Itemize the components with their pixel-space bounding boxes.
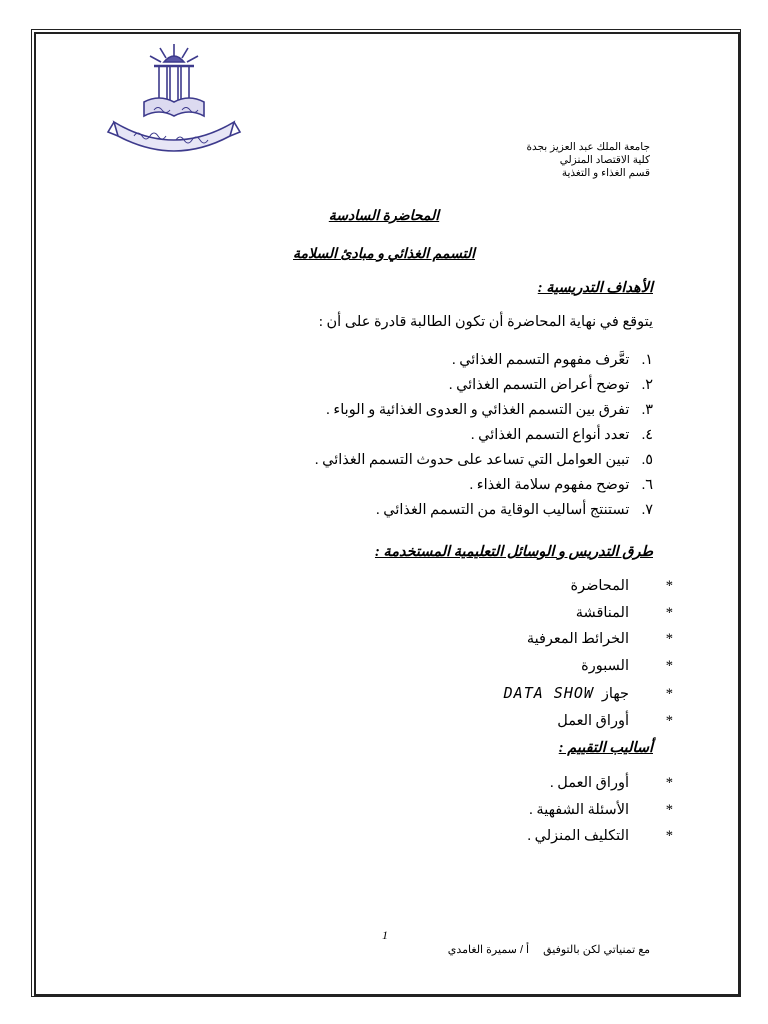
method-label: المحاضرة: [570, 578, 629, 594]
bullet-star: *: [665, 775, 673, 791]
objective-item: [315, 398, 653, 423]
university-header: [526, 141, 650, 180]
objective-item: [315, 448, 653, 473]
method-item: [504, 653, 673, 680]
assessment-label: الأسئلة الشفهية .: [529, 801, 629, 818]
assessment-label: أوراق العمل .: [550, 775, 629, 791]
method-item: [504, 708, 673, 735]
university-logo: [104, 40, 244, 155]
footer-author: أ / سميرة الغامدي: [447, 944, 530, 956]
methods-list: [504, 573, 673, 735]
objective-text: تعَّرف مفهوم التسمم الغذائي .: [451, 352, 630, 368]
assessment-label: التكليف المنزلي .: [527, 828, 629, 844]
method-label: الخرائط المعرفية: [526, 631, 629, 647]
university-name: جامعة الملك عبد العزيز بجدة: [526, 141, 650, 153]
bullet-star: *: [665, 801, 673, 818]
method-item: [504, 573, 673, 600]
lecture-subtitle: التسمم الغذائي و مبادئ السلامة: [293, 247, 475, 262]
bullet-star: *: [665, 713, 673, 729]
page-number: 1: [382, 928, 388, 942]
assessment-item: [527, 797, 673, 824]
objective-number: ٦.: [641, 477, 653, 493]
objective-item: [315, 348, 653, 373]
objective-number: ٥.: [641, 452, 653, 468]
objective-text: تعدد أنواع التسمم الغذائي .: [470, 427, 630, 443]
assessment-list: [527, 770, 673, 850]
objectives-list: [315, 348, 653, 523]
page-footer: [448, 943, 650, 956]
lecture-title: المحاضرة السادسة: [328, 209, 440, 224]
objective-text: تفرق بين التسمم الغذائي و العدوى الغذائية و الوباء .: [326, 402, 630, 418]
objectives-heading: الأهداف التدريسية :: [537, 280, 653, 296]
method-label: أوراق العمل: [557, 713, 629, 729]
assessment-heading: أساليب التقييم :: [558, 740, 653, 756]
method-item: [504, 626, 673, 653]
bullet-star: *: [665, 578, 673, 594]
objective-text: تستنتج أساليب الوقاية من التسمم الغذائي .: [376, 502, 630, 518]
bullet-star: *: [665, 686, 673, 702]
methods-heading: طرق التدريس و الوسائل التعليمية المستخدمة :: [374, 544, 653, 560]
objective-item: [315, 373, 653, 398]
assessment-item: [527, 823, 673, 850]
college-name: كلية الاقتصاد المنزلي: [559, 154, 650, 166]
objective-text: تبين العوامل التي تساعد على حدوث التسمم الغذائي .: [314, 452, 630, 468]
objective-number: ٢.: [641, 377, 653, 393]
objective-item: [315, 473, 653, 498]
method-item: [504, 679, 673, 708]
device-word: جهاز: [601, 686, 629, 702]
objective-number: ٤.: [641, 427, 653, 443]
bullet-star: *: [665, 604, 673, 621]
method-label: المناقشة: [575, 604, 629, 621]
objective-number: ٣.: [641, 402, 653, 418]
assessment-item: [527, 770, 673, 797]
department-name: قسم الغذاء و التغذية: [561, 167, 650, 179]
objective-item: [315, 423, 653, 448]
objective-text: توضح أعراض التسمم الغذائي .: [448, 377, 630, 393]
objective-number: ١.: [641, 352, 653, 368]
footer-wish: مع تمنياتي لكن بالتوفيق: [543, 944, 650, 956]
method-item: [504, 600, 673, 627]
bullet-star: *: [665, 631, 673, 647]
bullet-star: *: [665, 657, 673, 674]
objectives-intro: يتوقع في نهاية المحاضرة أن تكون الطالبة قادرة على أن :: [318, 314, 653, 330]
objective-text: توضح مفهوم سلامة الغذاء .: [469, 477, 630, 493]
method-label: السبورة: [581, 657, 629, 674]
objective-number: ٧.: [641, 502, 653, 518]
device-name: DATA SHOW: [503, 684, 594, 702]
objective-item: [315, 498, 653, 523]
bullet-star: *: [665, 828, 673, 844]
